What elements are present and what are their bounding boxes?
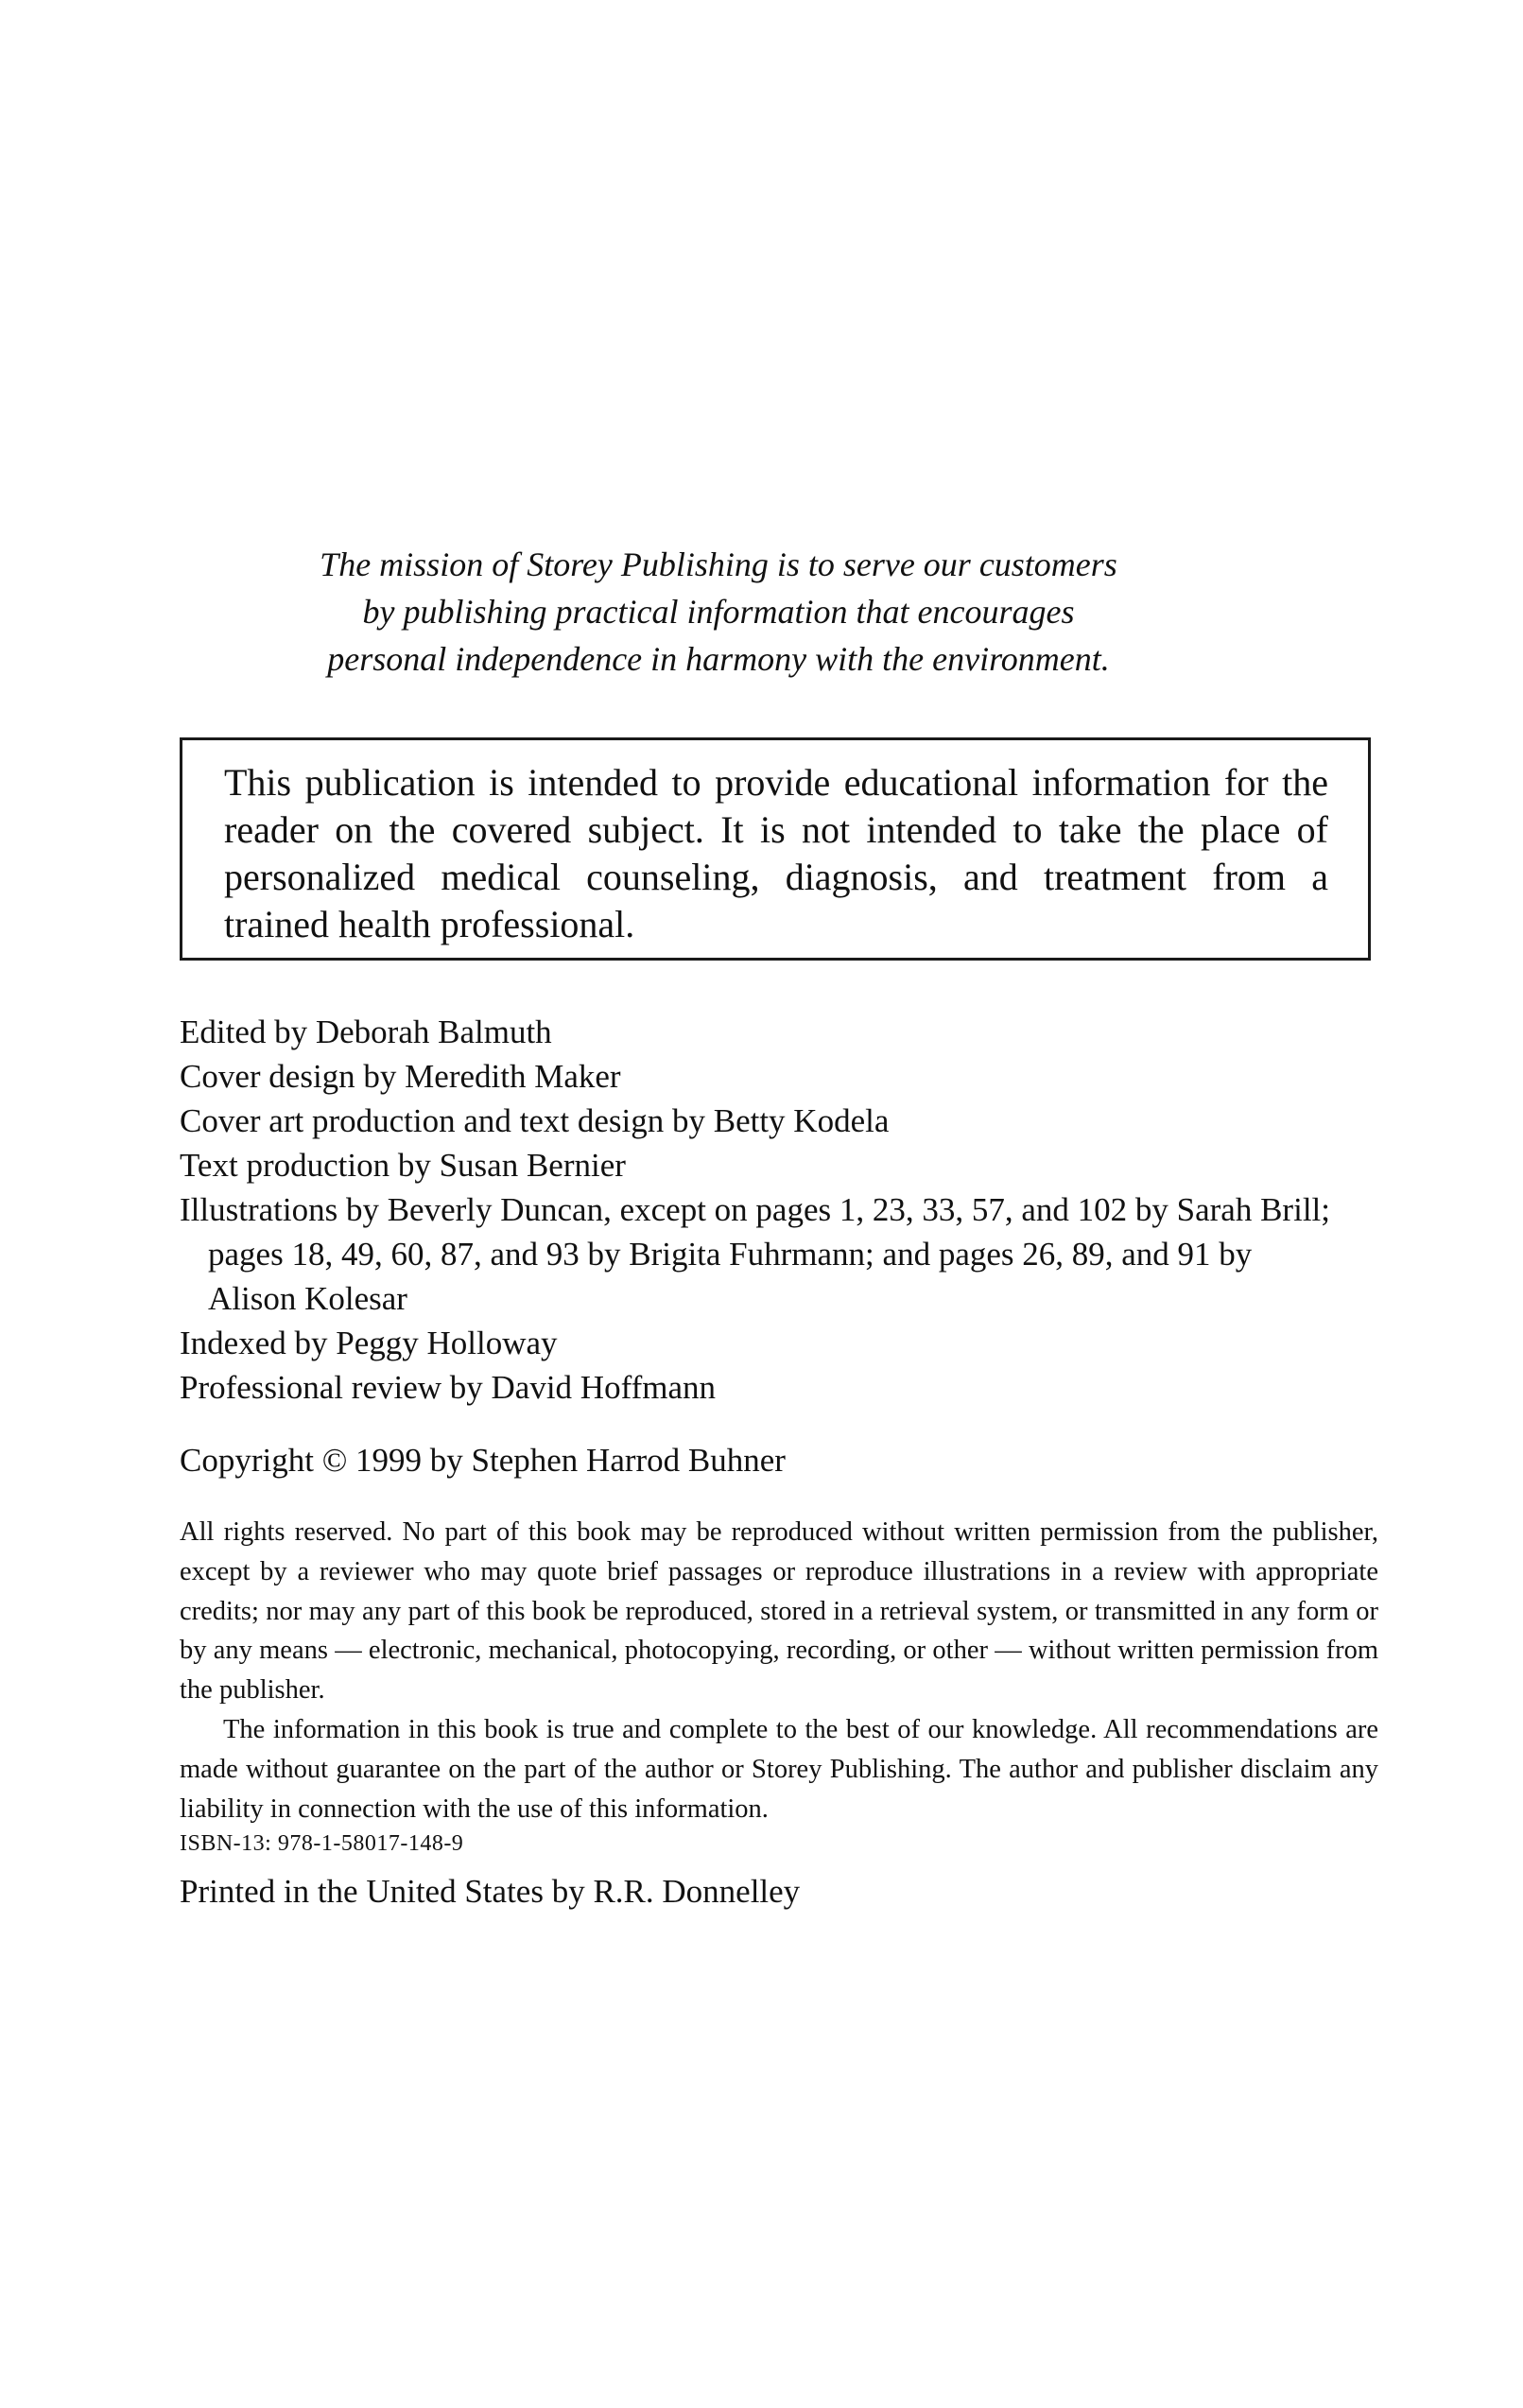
text-production-credit: Text production by Susan Bernier xyxy=(180,1147,626,1184)
illustrations-credit: Illustrations by Beverly Duncan, except on pages 1, 23, 33, 57, and 102 by Sarah Brill; xyxy=(180,1191,1330,1228)
cover-design-credit: Cover design by Meredith Maker xyxy=(180,1058,621,1095)
illustrations-credit-continued: pages 18, 49, 60, 87, and 93 by Brigita Fuhrmann; and pages 26, 89, and 91 by xyxy=(208,1236,1253,1273)
illustrations-credit-continued: Alison Kolesar xyxy=(208,1280,407,1317)
credits-list xyxy=(180,1010,1380,1410)
mission-line: The mission of Storey Publishing is to serve our customers xyxy=(320,546,1117,583)
rights-statement xyxy=(180,1513,1378,1828)
indexer-credit: Indexed by Peggy Holloway xyxy=(180,1325,558,1361)
disclaimer-text: This publication is intended to provide educational information for the reader on the covered subject. It is not intended to take the place of personalized medical counseling, diagnosis, and treatment from a trained health professional. xyxy=(224,761,1328,945)
mission-line: by publishing practical information that encourages xyxy=(362,593,1075,631)
review-credit: Professional review by David Hoffmann xyxy=(180,1369,717,1406)
editor-credit: Edited by Deborah Balmuth xyxy=(180,1013,552,1050)
rights-paragraph: All rights reserved. No part of this book may be reproduced without written permission from the publisher, except by a reviewer who may quote brief passages or reproduce illustrations in a review with appropriate credits; nor may any part of this book be reproduced, stored in a retrieval system, or transmitted in any form or by any means — electronic, mechanical, photocopying, recording, or other — without written permission from the publisher. xyxy=(180,1517,1378,1706)
isbn-number: ISBN-13: 978-1-58017-148-9 xyxy=(180,1831,464,1856)
printer-credit: Printed in the United States by R.R. Donnelley xyxy=(180,1873,801,1910)
mission-statement xyxy=(246,541,1191,683)
cover-art-credit: Cover art production and text design by Betty Kodela xyxy=(180,1102,890,1139)
copyright-notice: Copyright © 1999 by Stephen Harrod Buhner xyxy=(180,1442,786,1479)
disclaimer-box xyxy=(180,737,1371,961)
liability-paragraph: The information in this book is true and complete to the best of our knowledge. All recommendations are made without guarantee on the part of the author or Storey Publishing. The author and publisher disclaim any liability in connection with the use of this information. xyxy=(180,1714,1378,1824)
mission-line: personal independence in harmony with the environment. xyxy=(327,640,1110,678)
